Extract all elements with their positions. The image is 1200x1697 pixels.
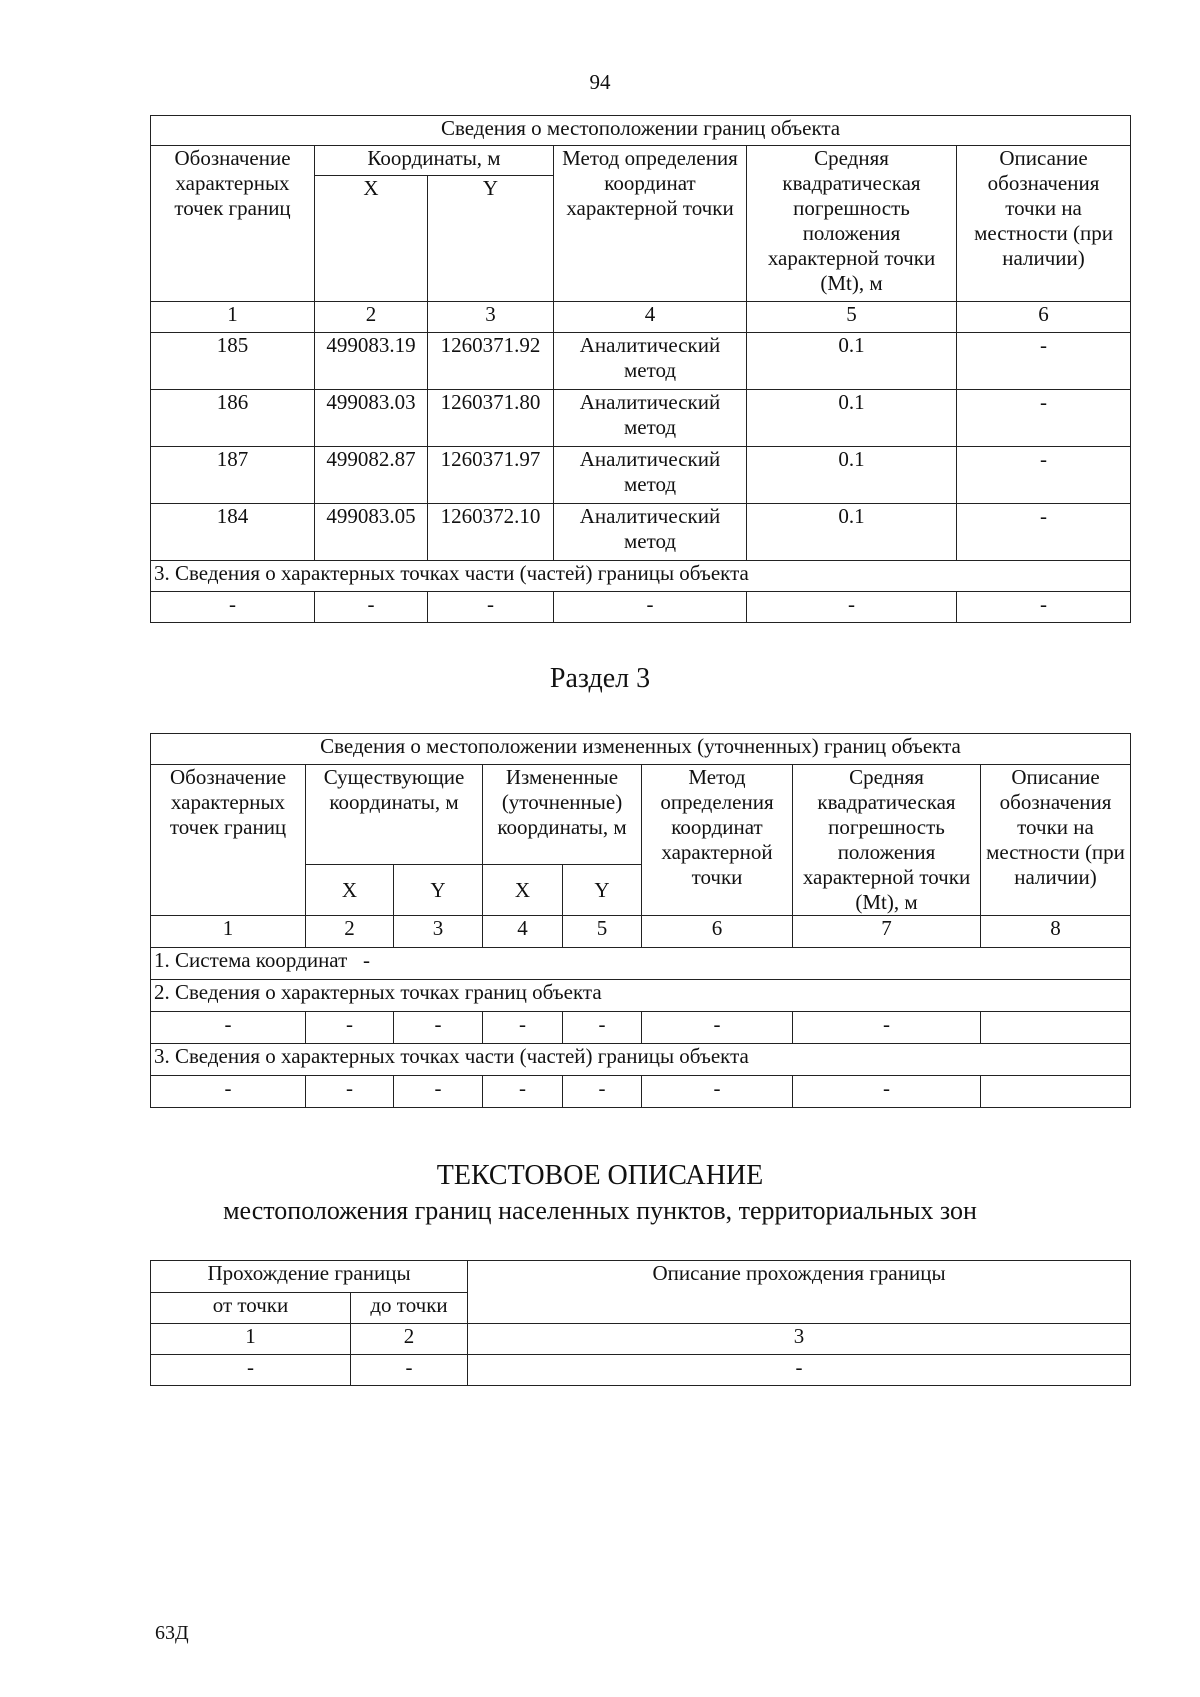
footer-code: 63Д	[155, 1622, 189, 1644]
column-number: 4	[483, 916, 563, 948]
dash-cell: -	[151, 1355, 351, 1386]
header-point-designation: Обозначение характерных точек границ	[151, 146, 315, 302]
table-row	[151, 592, 1131, 623]
y-coordinate: 1260371.80	[428, 390, 554, 447]
header-x: X	[483, 865, 563, 916]
text-description-subtitle: местоположения границ населенных пунктов, территориальных зон	[223, 1196, 977, 1225]
table-row	[151, 1076, 1131, 1108]
column-number: 2	[306, 916, 394, 948]
x-coordinate: 499082.87	[315, 447, 428, 504]
header-method: Метод определения координат характерной точки	[642, 765, 793, 916]
description-cell: -	[957, 504, 1131, 561]
column-number: 5	[747, 302, 957, 333]
point-id: 185	[151, 333, 315, 390]
header-x: X	[306, 865, 394, 916]
dash-cell: -	[793, 1012, 981, 1044]
column-number: 5	[563, 916, 642, 948]
column-number: 8	[981, 916, 1131, 948]
dash-cell: -	[642, 1012, 793, 1044]
method-cell: Аналитический метод	[554, 390, 747, 447]
header-coordinates: Координаты, м	[315, 146, 554, 176]
header-boundary-passage: Прохождение границы	[151, 1261, 468, 1293]
column-number: 4	[554, 302, 747, 333]
dash-cell: -	[151, 1076, 306, 1108]
header-point-description: Описание обозначения точки на местности (при наличии)	[957, 146, 1131, 302]
dash-cell: -	[957, 592, 1131, 623]
header-y: Y	[563, 865, 642, 916]
column-number-row	[151, 302, 1131, 333]
section-title: 3. Сведения о характерных точках части (частей) границы объекта	[151, 561, 1131, 592]
header-to-point: до точки	[351, 1293, 468, 1324]
boundary-location-table	[150, 115, 1131, 623]
dash-cell: -	[793, 1076, 981, 1108]
section-heading: Раздел 3	[549, 663, 651, 694]
table-row	[151, 333, 1131, 390]
header-mean-error: Средняя квадратическая погрешность положения характерной точки (Mt), м	[793, 765, 981, 916]
column-number: 6	[642, 916, 793, 948]
table-row	[151, 390, 1131, 447]
dash-cell: -	[351, 1355, 468, 1386]
header-mean-error: Средняя квадратическая погрешность положения характерной точки (Mt), м	[747, 146, 957, 302]
dash-cell: -	[483, 1012, 563, 1044]
error-cell: 0.1	[747, 333, 957, 390]
column-number: 3	[394, 916, 483, 948]
dash-cell: -	[306, 1012, 394, 1044]
header-y: Y	[394, 865, 483, 916]
dash-cell: -	[394, 1076, 483, 1108]
column-number-row	[151, 1324, 1131, 1355]
dash-cell: -	[151, 592, 315, 623]
column-number: 1	[151, 1324, 351, 1355]
dash-cell: -	[563, 1076, 642, 1108]
column-number: 1	[151, 302, 315, 333]
x-coordinate: 499083.05	[315, 504, 428, 561]
header-y: Y	[428, 176, 554, 302]
dash-cell: -	[468, 1355, 1131, 1386]
header-changed-coordinates: Измененные (уточненные) координаты, м	[483, 765, 642, 865]
table-caption: Сведения о местоположении измененных (уточненных) границ объекта	[151, 734, 1131, 765]
section-title: 3. Сведения о характерных точках части (частей) границы объекта	[151, 1044, 1131, 1076]
column-number: 3	[428, 302, 554, 333]
column-number: 7	[793, 916, 981, 948]
description-cell: -	[957, 333, 1131, 390]
dash-cell: -	[428, 592, 554, 623]
dash-cell: -	[315, 592, 428, 623]
dash-cell: -	[563, 1012, 642, 1044]
header-passage-description: Описание прохождения границы	[468, 1261, 1131, 1324]
coordinate-system-row: 1. Система координат -	[151, 948, 1131, 980]
column-number-row	[151, 916, 1131, 948]
error-cell: 0.1	[747, 504, 957, 561]
table-row	[151, 504, 1131, 561]
dash-cell: -	[394, 1012, 483, 1044]
y-coordinate: 1260371.97	[428, 447, 554, 504]
error-cell: 0.1	[747, 447, 957, 504]
method-cell: Аналитический метод	[554, 447, 747, 504]
dash-cell: -	[151, 1012, 306, 1044]
changed-boundary-table	[150, 733, 1131, 1108]
dash-cell: -	[554, 592, 747, 623]
text-description-title: ТЕКСТОВОЕ ОПИСАНИЕ	[436, 1160, 764, 1191]
table-row	[151, 447, 1131, 504]
header-point-designation: Обозначение характерных точек границ	[151, 765, 306, 916]
table-caption: Сведения о местоположении границ объекта	[151, 116, 1131, 146]
method-cell: Аналитический метод	[554, 333, 747, 390]
x-coordinate: 499083.03	[315, 390, 428, 447]
y-coordinate: 1260372.10	[428, 504, 554, 561]
point-id: 186	[151, 390, 315, 447]
method-cell: Аналитический метод	[554, 504, 747, 561]
point-id: 187	[151, 447, 315, 504]
dash-cell: -	[483, 1076, 563, 1108]
column-number: 1	[151, 916, 306, 948]
column-number: 2	[351, 1324, 468, 1355]
empty-cell	[981, 1076, 1131, 1108]
boundary-passage-table	[150, 1260, 1131, 1386]
column-number: 2	[315, 302, 428, 333]
table-row	[151, 1012, 1131, 1044]
description-cell: -	[957, 447, 1131, 504]
x-coordinate: 499083.19	[315, 333, 428, 390]
column-number: 6	[957, 302, 1131, 333]
column-number: 3	[468, 1324, 1131, 1355]
header-from-point: от точки	[151, 1293, 351, 1324]
header-point-description: Описание обозначения точки на местности (при наличии)	[981, 765, 1131, 916]
dash-cell: -	[747, 592, 957, 623]
header-x: X	[315, 176, 428, 302]
y-coordinate: 1260371.92	[428, 333, 554, 390]
section-title: 2. Сведения о характерных точках границ объекта	[151, 980, 1131, 1012]
error-cell: 0.1	[747, 390, 957, 447]
empty-cell	[981, 1012, 1131, 1044]
page-number: 94	[589, 70, 611, 94]
dash-cell: -	[642, 1076, 793, 1108]
table-row	[151, 1355, 1131, 1386]
point-id: 184	[151, 504, 315, 561]
dash-cell: -	[306, 1076, 394, 1108]
description-cell: -	[957, 390, 1131, 447]
header-method: Метод определения координат характерной точки	[554, 146, 747, 302]
header-existing-coordinates: Существующие координаты, м	[306, 765, 483, 865]
